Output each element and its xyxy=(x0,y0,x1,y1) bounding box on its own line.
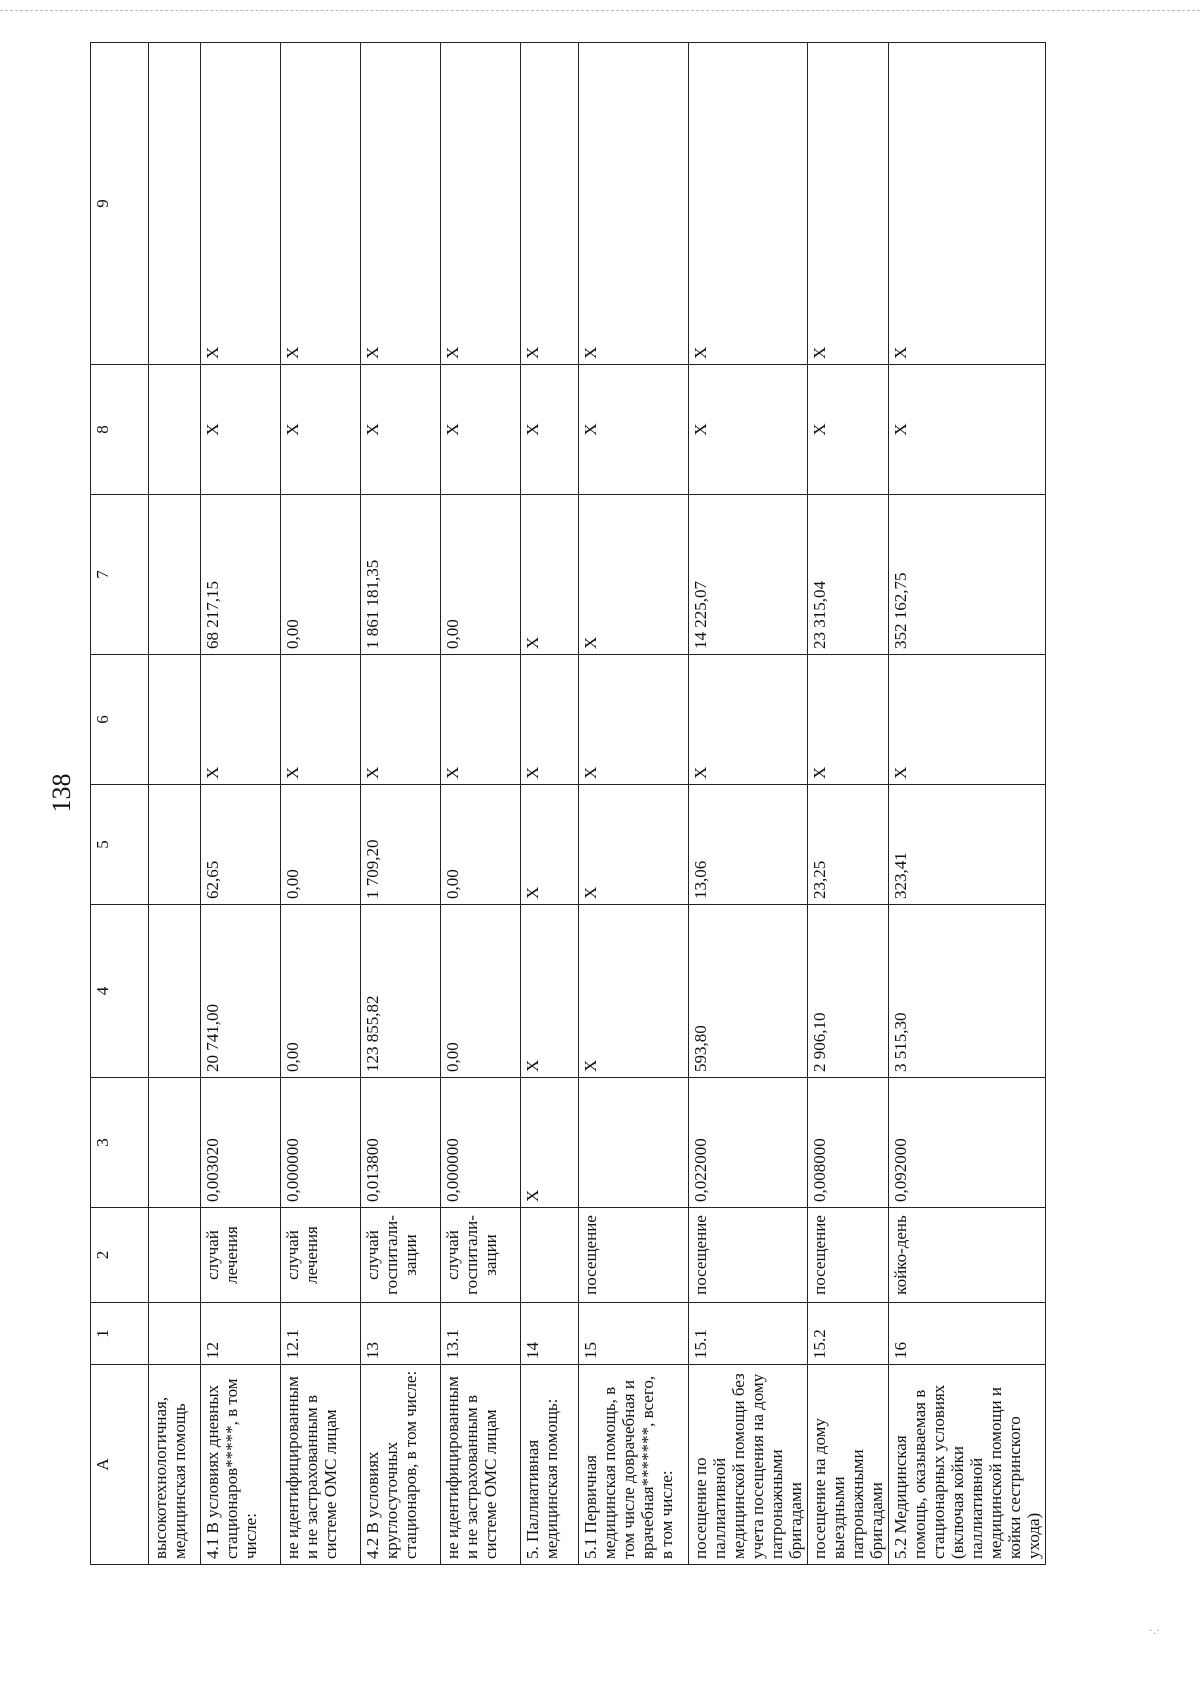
value-cell-col-7: 68 217,15 xyxy=(201,495,281,655)
table-row xyxy=(149,43,201,1565)
scan-edge-line xyxy=(0,10,1200,11)
data-table xyxy=(90,42,1046,1565)
value-cell-col-2: посещение xyxy=(808,1208,889,1303)
value-cell-col-5: 23,25 xyxy=(808,785,889,905)
value-cell-col-1: 15.1 xyxy=(689,1303,808,1365)
value-cell-col-3: 0,000000 xyxy=(281,1078,361,1208)
value-cell-col-6: Х xyxy=(361,655,441,785)
header-cell-9: 9 xyxy=(91,43,149,365)
value-cell-col-2: койко-день xyxy=(889,1208,1046,1303)
value-cell-col-9: Х xyxy=(521,43,579,365)
header-cell-a: А xyxy=(91,1365,149,1565)
row-label-cell: не идентифицированным и не застрахованным в системе ОМС лицам xyxy=(281,1365,361,1565)
value-cell-col-3: 0,013800 xyxy=(361,1078,441,1208)
value-cell-col-8: Х xyxy=(441,365,521,495)
value-cell-col-8: Х xyxy=(281,365,361,495)
row-label-cell: посещение на дому выездными патронажными бригадами xyxy=(808,1365,889,1565)
value-cell-col-1: 15.2 xyxy=(808,1303,889,1365)
value-cell-col-2: случай госпитали-зации xyxy=(441,1208,521,1303)
value-cell-col-8: Х xyxy=(808,365,889,495)
page-number: 138 xyxy=(47,773,76,813)
value-cell-col-2 xyxy=(149,1208,201,1303)
value-cell-col-2 xyxy=(521,1208,579,1303)
header-cell-1: 1 xyxy=(91,1303,149,1365)
value-cell-col-8: Х xyxy=(579,365,689,495)
value-cell-col-3 xyxy=(149,1078,201,1208)
value-cell-col-8: Х xyxy=(201,365,281,495)
value-cell-col-5 xyxy=(149,785,201,905)
value-cell-col-9: Х xyxy=(808,43,889,365)
value-cell-col-3: Х xyxy=(521,1078,579,1208)
value-cell-col-1: 16 xyxy=(889,1303,1046,1365)
value-cell-col-6 xyxy=(149,655,201,785)
value-cell-col-9: Х xyxy=(441,43,521,365)
value-cell-col-3: 0,092000 xyxy=(889,1078,1046,1208)
value-cell-col-3 xyxy=(579,1078,689,1208)
value-cell-col-8: Х xyxy=(889,365,1046,495)
value-cell-col-7: 0,00 xyxy=(281,495,361,655)
value-cell-col-7 xyxy=(149,495,201,655)
value-cell-col-1 xyxy=(149,1303,201,1365)
value-cell-col-6: Х xyxy=(808,655,889,785)
value-cell-col-7: 0,00 xyxy=(441,495,521,655)
value-cell-col-5: 13,06 xyxy=(689,785,808,905)
value-cell-col-4: Х xyxy=(579,905,689,1078)
value-cell-col-8: Х xyxy=(521,365,579,495)
value-cell-col-9: Х xyxy=(579,43,689,365)
table-row xyxy=(281,43,361,1565)
value-cell-col-9: Х xyxy=(281,43,361,365)
value-cell-col-1: 12.1 xyxy=(281,1303,361,1365)
row-label-cell: 4.1 В условиях дневных стационаров*****, в том числе: xyxy=(201,1365,281,1565)
value-cell-col-6: Х xyxy=(201,655,281,785)
table-row xyxy=(808,43,889,1565)
row-label-cell: 5.1 Первичная медицинская помощь, в том числе доврачебная и врачебная*******, всего, в том числе: xyxy=(579,1365,689,1565)
value-cell-col-3: 0,022000 xyxy=(689,1078,808,1208)
scan-speck: ·.· xyxy=(1149,1623,1160,1637)
value-cell-col-2: случай лечения xyxy=(201,1208,281,1303)
value-cell-col-5: 1 709,20 xyxy=(361,785,441,905)
header-cell-5: 5 xyxy=(91,785,149,905)
value-cell-col-2: случай лечения xyxy=(281,1208,361,1303)
table-row xyxy=(201,43,281,1565)
value-cell-col-3: 0,003020 xyxy=(201,1078,281,1208)
header-cell-3: 3 xyxy=(91,1078,149,1208)
table-row xyxy=(689,43,808,1565)
value-cell-col-7: 14 225,07 xyxy=(689,495,808,655)
header-cell-2: 2 xyxy=(91,1208,149,1303)
value-cell-col-6: Х xyxy=(281,655,361,785)
header-row xyxy=(91,43,149,1565)
value-cell-col-1: 13 xyxy=(361,1303,441,1365)
value-cell-col-4: 20 741,00 xyxy=(201,905,281,1078)
value-cell-col-4: Х xyxy=(521,905,579,1078)
value-cell-col-6: Х xyxy=(579,655,689,785)
header-cell-8: 8 xyxy=(91,365,149,495)
value-cell-col-2: случай госпитали-зации xyxy=(361,1208,441,1303)
row-label-cell: высокотехнологичная, медицинская помощь xyxy=(149,1365,201,1565)
value-cell-col-4: 593,80 xyxy=(689,905,808,1078)
value-cell-col-2: посещение xyxy=(689,1208,808,1303)
value-cell-col-3: 0,000000 xyxy=(441,1078,521,1208)
value-cell-col-4: 3 515,30 xyxy=(889,905,1046,1078)
value-cell-col-8: Х xyxy=(361,365,441,495)
row-label-cell: не идентифицированным и не застрахованным в системе ОМС лицам xyxy=(441,1365,521,1565)
rotated-table-container xyxy=(90,43,1043,1565)
value-cell-col-6: Х xyxy=(441,655,521,785)
value-cell-col-7: 352 162,75 xyxy=(889,495,1046,655)
value-cell-col-9 xyxy=(149,43,201,365)
value-cell-col-1: 12 xyxy=(201,1303,281,1365)
row-label-cell: 5.2 Медицинская помощь, оказываемая в стационарных условиях (включая койки паллиативной медицинской помощи и койки сестринского ухода) xyxy=(889,1365,1046,1565)
value-cell-col-9: Х xyxy=(201,43,281,365)
table-row xyxy=(361,43,441,1565)
value-cell-col-6: Х xyxy=(521,655,579,785)
value-cell-col-2: посещение xyxy=(579,1208,689,1303)
value-cell-col-4: 0,00 xyxy=(441,905,521,1078)
table-row xyxy=(579,43,689,1565)
header-cell-6: 6 xyxy=(91,655,149,785)
row-label-cell: 4.2 В условиях круглосуточных стационаров, в том числе: xyxy=(361,1365,441,1565)
value-cell-col-5: 62,65 xyxy=(201,785,281,905)
row-label-cell: посещение по паллиативной медицинской помощи без учета посещения на дому патронажными бригадами xyxy=(689,1365,808,1565)
table-row xyxy=(441,43,521,1565)
header-cell-4: 4 xyxy=(91,905,149,1078)
value-cell-col-7: Х xyxy=(579,495,689,655)
value-cell-col-8 xyxy=(149,365,201,495)
row-label-cell: 5. Паллиативная медицинская помощь: xyxy=(521,1365,579,1565)
value-cell-col-6: Х xyxy=(889,655,1046,785)
value-cell-col-3: 0,008000 xyxy=(808,1078,889,1208)
value-cell-col-4: 2 906,10 xyxy=(808,905,889,1078)
header-cell-7: 7 xyxy=(91,495,149,655)
value-cell-col-4: 0,00 xyxy=(281,905,361,1078)
value-cell-col-9: Х xyxy=(889,43,1046,365)
value-cell-col-5: Х xyxy=(521,785,579,905)
value-cell-col-7: 23 315,04 xyxy=(808,495,889,655)
value-cell-col-9: Х xyxy=(689,43,808,365)
value-cell-col-1: 15 xyxy=(579,1303,689,1365)
value-cell-col-5: 0,00 xyxy=(281,785,361,905)
value-cell-col-4: 123 855,82 xyxy=(361,905,441,1078)
value-cell-col-4 xyxy=(149,905,201,1078)
value-cell-col-7: Х xyxy=(521,495,579,655)
table-row xyxy=(521,43,579,1565)
value-cell-col-6: Х xyxy=(689,655,808,785)
value-cell-col-9: Х xyxy=(361,43,441,365)
table-row xyxy=(889,43,1046,1565)
value-cell-col-1: 14 xyxy=(521,1303,579,1365)
value-cell-col-5: 323,41 xyxy=(889,785,1046,905)
value-cell-col-7: 1 861 181,35 xyxy=(361,495,441,655)
value-cell-col-8: Х xyxy=(689,365,808,495)
value-cell-col-1: 13.1 xyxy=(441,1303,521,1365)
value-cell-col-5: 0,00 xyxy=(441,785,521,905)
value-cell-col-5: Х xyxy=(579,785,689,905)
